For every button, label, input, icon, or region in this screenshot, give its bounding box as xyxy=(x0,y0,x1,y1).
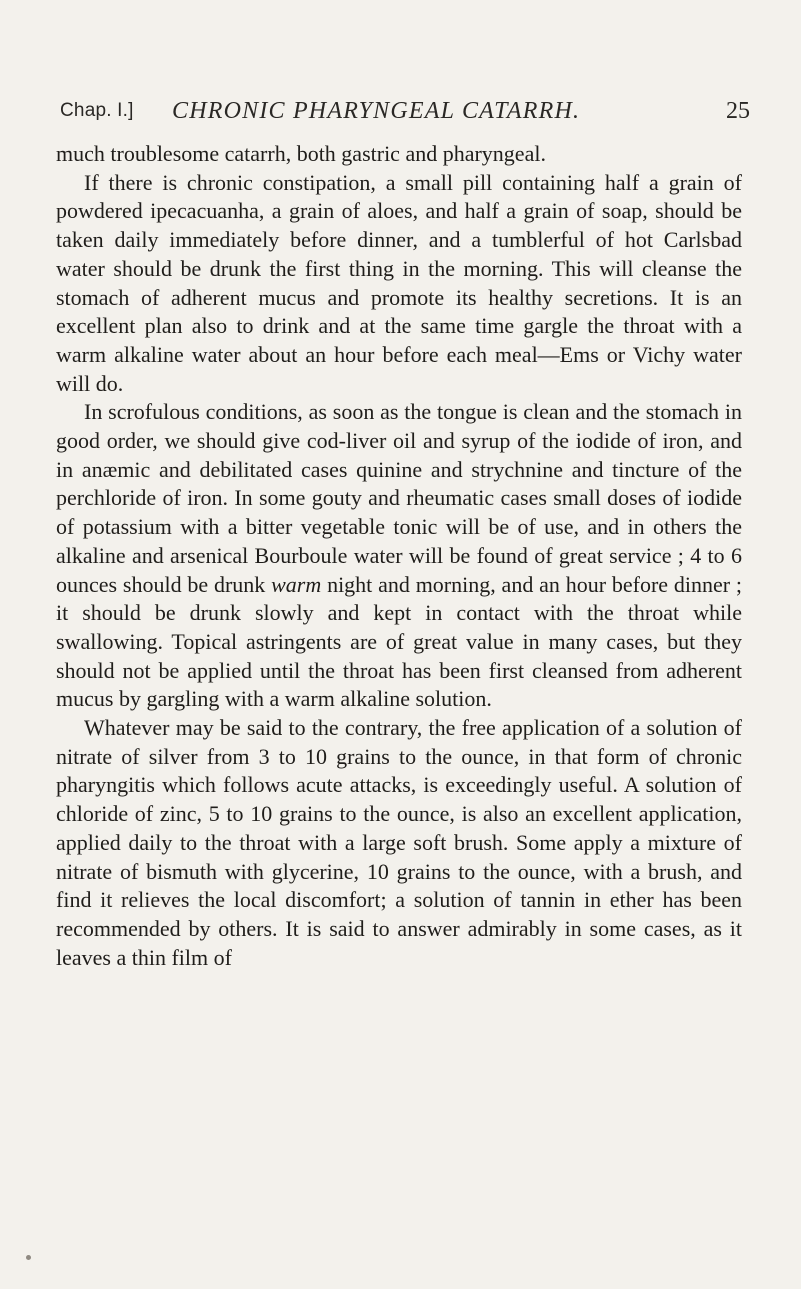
italic-warm: warm xyxy=(271,571,322,597)
paragraph-4: Whatever may be said to the contrary, the free application of a solution of nitrate of silver from 3 to 10 grains to the ounce, in that form of chronic pharyngitis which follows acute attacks, is exceedingly useful. A solution of chloride of zinc, 5 to 10 grains to the ounce, is also an excellent application, applied daily to the throat with a large soft brush. Some apply a mixture of nitrate of bismuth with glycerine, 10 grains to the ounce, with a brush, and find it relieves the local discomfort; a solution of tannin in ether has been recommended by others. It is said to answer admirably in some cases, as it leaves a thin film of xyxy=(56,715,742,970)
page-number: 25 xyxy=(726,98,750,124)
chapter-label: Chap. I.] xyxy=(60,100,134,121)
body-text xyxy=(56,140,742,972)
paragraph-3-part-2: night and morning, and an hour before dinner ; it should be drunk slowly and kept in contact with the throat while swallowing. Topical astringents are of great value in many cases, but they should not be applied until the throat has been first cleansed from adherent mucus by gargling with a warm alkaline solution. xyxy=(56,571,742,712)
paragraph-3 xyxy=(56,398,742,714)
paragraph-2: If there is chronic constipation, a small pill containing half a grain of powdered ipecacuanha, a grain of aloes, and half a grain of soap, should be taken daily immediately before dinner, and a tumblerful of hot Carlsbad water should be drunk the first thing in the morning. This will cleanse the stomach of adherent mucus and promote its healthy secretions. It is an excellent plan also to drink and at the same time gargle the throat with a warm alkaline water about an hour before each meal—Ems or Vichy water will do. xyxy=(56,169,742,396)
running-header xyxy=(60,98,750,126)
running-title: CHRONIC PHARYNGEAL CATARRH. xyxy=(172,98,581,124)
margin-mark xyxy=(26,1255,31,1260)
paragraph-3-part-1: In scrofulous conditions, as soon as the tongue is clean and the stomach in good order, we should give cod-liver oil and syrup of the iodide of iron, and in anæmic and debilitated cases quinine and strychnine and tincture of the perchloride of iron. In some gouty and rheumatic cases small doses of iodide of potassium with a bitter vegetable tonic will be of use, and in others the alkaline and arsenical Bourboule water will be found of great service ; 4 to 6 ounces should be drunk xyxy=(56,399,742,597)
paragraph-1: much troublesome catarrh, both gastric and pharyngeal. xyxy=(56,141,546,166)
